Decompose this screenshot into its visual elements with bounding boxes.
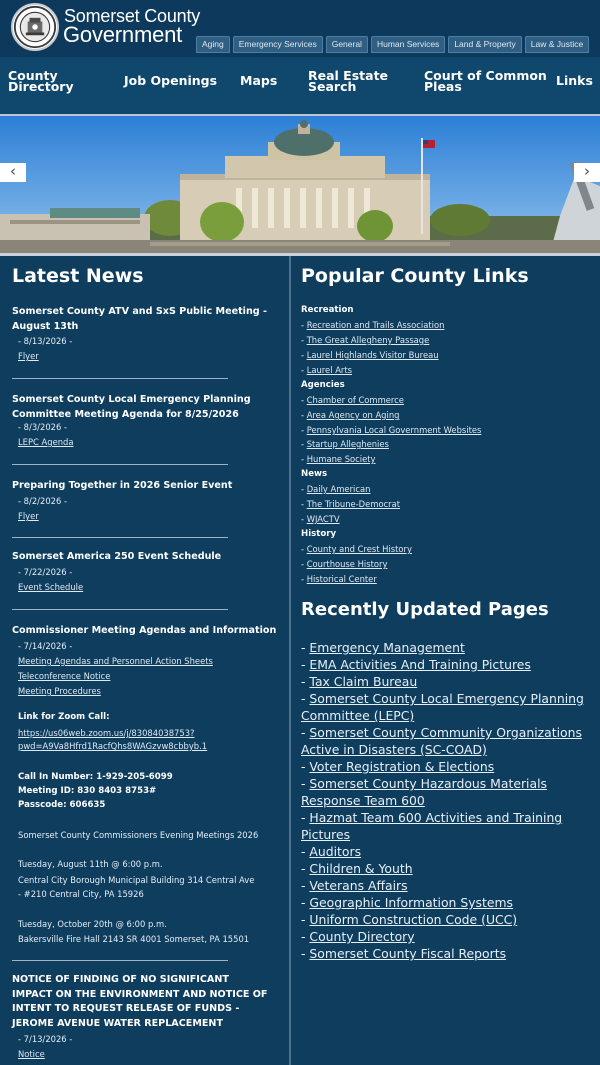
slideshow-prev-button[interactable] — [0, 163, 26, 182]
meeting-agendas-link[interactable]: Meeting Agendas and Personnel Action Sheets — [18, 656, 213, 666]
popular-link-text: Area Agency on Aging — [306, 410, 400, 420]
list-dash: - — [301, 878, 310, 893]
news-item-title[interactable] — [12, 305, 284, 334]
list-dash: - — [301, 776, 310, 791]
recent-page-link: EMA Activities And Training Pictures — [309, 657, 531, 672]
august-meeting-location: Central City Borough Municipal Building 314 Central Ave — [18, 875, 255, 885]
recent-page-link: Auditors — [309, 844, 362, 859]
popular-link-text: Laurel Arts — [306, 365, 353, 375]
nav-court-common-pleas[interactable] — [424, 70, 547, 92]
popular-link[interactable]: - Humane Society — [301, 454, 376, 464]
tab-aging[interactable]: Aging — [196, 36, 230, 53]
category-recreation: Recreation — [301, 305, 354, 315]
news-separator — [12, 960, 228, 961]
main-navigation — [0, 57, 600, 114]
popular-link[interactable]: - Chamber of Commerce — [301, 395, 404, 405]
tab-human-services[interactable]: Human Services — [371, 36, 445, 53]
recent-page-item[interactable] — [301, 639, 593, 656]
news-title-line: IMPACT ON THE ENVIRONMENT AND NOTICE OF — [12, 988, 268, 1000]
news-separator — [12, 464, 228, 465]
popular-link[interactable]: - The Great Allegheny Passage — [301, 335, 430, 345]
list-dash: - — [301, 674, 310, 689]
popular-link[interactable]: - The Tribune-Democrat — [301, 499, 401, 509]
news-item-title[interactable]: Commissioner Meeting Agendas and Information — [12, 625, 277, 636]
nav-job-openings[interactable]: Job Openings — [124, 73, 218, 88]
news-item-link[interactable]: Event Schedule — [18, 582, 84, 592]
brand-name-line1[interactable]: Somerset County — [64, 6, 201, 26]
nav-court-line1: Court of Common — [424, 68, 547, 83]
tab-land-property[interactable]: Land & Property — [448, 36, 521, 53]
august-meeting-date: Tuesday, August 11th @ 6:00 p.m. — [18, 859, 163, 869]
recently-updated-heading: Recently Updated Pages — [301, 599, 549, 620]
zoom-label: Link for Zoom Call: — [18, 712, 110, 722]
recent-page-item[interactable] — [301, 690, 593, 724]
popular-link[interactable]: - Recreation and Trails Association — [301, 320, 445, 330]
list-dash: - — [301, 946, 310, 961]
october-meeting-date: Tuesday, October 20th @ 6:00 p.m. — [18, 919, 167, 929]
news-separator — [12, 378, 228, 379]
recent-page-link: Somerset County Fiscal Reports — [309, 946, 507, 961]
news-item-date: - 7/13/2026 - — [18, 1034, 73, 1044]
recent-page-link: Tax Claim Bureau — [309, 674, 418, 689]
news-title-line: August 13th — [12, 320, 79, 332]
meeting-procedures-link[interactable]: Meeting Procedures — [18, 686, 101, 696]
news-item-title[interactable]: Somerset America 250 Event Schedule — [12, 551, 222, 562]
popular-link-text: Laurel Highlands Visitor Bureau — [306, 350, 439, 360]
county-seal-logo[interactable] — [11, 3, 59, 51]
recent-page-link: Uniform Construction Code (UCC) — [309, 912, 518, 927]
news-item-link[interactable]: Flyer — [18, 351, 39, 361]
slideshow-next-button[interactable] — [574, 163, 600, 182]
latest-news-heading: Latest News — [12, 265, 144, 287]
recent-page-item[interactable] — [301, 724, 593, 758]
list-dash: - — [301, 929, 310, 944]
evening-meetings-heading: Somerset County Commissioners Evening Meetings 2026 — [18, 830, 259, 840]
recent-page-link: Emergency Management — [309, 640, 465, 655]
recent-page-link: Veterans Affairs — [309, 878, 408, 893]
news-item-link[interactable]: Flyer — [18, 511, 39, 521]
popular-link-text: The Great Allegheny Passage — [306, 335, 430, 345]
news-item-date: - 7/22/2026 - — [18, 567, 73, 577]
brand-name-line2[interactable]: Government — [63, 22, 183, 47]
recent-page-item[interactable] — [301, 673, 593, 690]
nav-real-estate-line2: Search — [308, 79, 357, 94]
recently-updated-list — [301, 639, 593, 962]
popular-link-text: Recreation and Trails Association — [306, 320, 445, 330]
nav-county-directory-line2: Directory — [8, 79, 74, 94]
news-separator — [12, 609, 228, 610]
recent-page-item[interactable] — [301, 656, 593, 673]
recent-page-item[interactable] — [301, 877, 593, 894]
news-item-link[interactable]: LEPC Agenda — [18, 437, 74, 447]
list-dash: - — [301, 691, 310, 706]
recent-page-link: Children & Youth — [309, 861, 413, 876]
nav-real-estate-line1: Real Estate — [308, 68, 389, 83]
teleconference-notice-link[interactable]: Teleconference Notice — [18, 671, 111, 681]
category-agencies: Agencies — [301, 380, 345, 390]
popular-link-text: County and Crest History — [306, 544, 412, 554]
tab-general[interactable]: General — [326, 36, 368, 53]
tab-emergency-services[interactable]: Emergency Services — [233, 36, 323, 53]
popular-link-text: Startup Alleghenies — [306, 439, 389, 449]
news-title-line: JEROME AVENUE WATER REPLACEMENT — [12, 1017, 224, 1029]
recent-page-link: Hazmat Team 600 Activities and Training Pictures — [301, 810, 563, 842]
popular-link[interactable]: - Pennsylvania Local Government Websites — [301, 425, 482, 435]
recent-page-link: Somerset County Local Emergency Planning Committee (LEPC) — [301, 691, 584, 723]
list-dash: - — [301, 844, 310, 859]
courthouse-photo — [0, 116, 600, 253]
recent-page-link: Voter Registration & Elections — [309, 759, 495, 774]
popular-link-text: Chamber of Commerce — [306, 395, 404, 405]
news-item-title[interactable] — [12, 973, 284, 1031]
category-history: History — [301, 529, 337, 539]
nav-county-directory-line1: County — [8, 68, 58, 83]
recent-page-item[interactable] — [301, 894, 593, 911]
popular-link-text: Daily American — [306, 484, 371, 494]
popular-link-text: Pennsylvania Local Government Websites — [306, 425, 482, 435]
recent-page-link: Somerset County Hazardous Materials Response Team 600 — [301, 776, 547, 808]
popular-link-text: Courthouse History — [306, 559, 388, 569]
call-in-number: Call In Number: 1-929-205-6099 — [18, 772, 173, 782]
popular-link[interactable]: - Historical Center — [301, 574, 377, 584]
news-item-date: - 8/3/2026 - — [18, 422, 67, 432]
tab-law-justice[interactable]: Law & Justice — [525, 36, 589, 53]
recent-page-link: Geographic Information Systems — [309, 895, 514, 910]
recent-page-link: County Directory — [309, 929, 415, 944]
news-item-date: - 7/14/2026 - — [18, 641, 73, 651]
popular-link[interactable]: - Daily American — [301, 484, 371, 494]
news-item-date: - 8/13/2026 - — [18, 336, 73, 346]
recent-page-item[interactable] — [301, 860, 593, 877]
popular-link-text: The Tribune-Democrat — [306, 499, 401, 509]
news-item-title[interactable] — [12, 393, 284, 422]
news-title-line: Somerset County Local Emergency Planning — [12, 394, 251, 405]
news-item-title[interactable]: Preparing Together in 2026 Senior Event — [12, 480, 233, 491]
chevron-right-icon: › — [584, 162, 590, 180]
list-dash: - — [301, 810, 310, 825]
zoom-link-line: pwd=A9Va8Hfrd1RacfQhs8WAGzvw8cbbyb.1 — [18, 741, 208, 751]
popular-link[interactable]: - Courthouse History — [301, 559, 388, 569]
news-title-line: NOTICE OF FINDING OF NO SIGNIFICANT — [12, 974, 229, 985]
popular-links-panel — [291, 256, 600, 1065]
news-separator — [12, 537, 228, 538]
list-dash: - — [301, 640, 310, 655]
nav-maps[interactable]: Maps — [240, 73, 278, 88]
recent-page-item[interactable] — [301, 911, 593, 928]
news-item-date: - 8/2/2026 - — [18, 496, 67, 506]
popular-link[interactable]: - Startup Alleghenies — [301, 439, 389, 449]
nav-links[interactable]: Links — [556, 73, 593, 88]
popular-links-heading: Popular County Links — [301, 265, 529, 287]
list-dash: - — [301, 895, 310, 910]
site-header — [0, 0, 600, 57]
nav-county-directory[interactable] — [8, 70, 74, 92]
popular-link[interactable]: - County and Crest History — [301, 544, 412, 554]
popular-link[interactable]: - WJACTV — [301, 514, 340, 524]
popular-link[interactable]: - Laurel Highlands Visitor Bureau — [301, 350, 439, 360]
category-news: News — [301, 469, 328, 479]
recent-page-item[interactable] — [301, 758, 593, 775]
recent-page-item[interactable] — [301, 775, 593, 809]
nav-court-line2: Pleas — [424, 79, 462, 94]
recent-page-item[interactable] — [301, 843, 593, 860]
list-dash: - — [301, 861, 310, 876]
news-title-line: Somerset County ATV and SxS Public Meeting - — [12, 306, 267, 317]
news-title-line: INTENT TO REQUEST RELEASE OF FUNDS - — [12, 1003, 240, 1014]
nav-real-estate-search[interactable] — [308, 70, 388, 92]
list-dash: - — [301, 912, 310, 927]
zoom-link-line: https://us06web.zoom.us/j/83084038753? — [18, 728, 195, 738]
popular-link-text: Humane Society — [306, 454, 376, 464]
list-dash: - — [301, 759, 310, 774]
news-item-link[interactable]: Notice — [18, 1049, 45, 1059]
popular-link[interactable]: - Laurel Arts — [301, 365, 353, 375]
news-title-line: Committee Meeting Agenda for 8/25/2026 — [12, 408, 239, 420]
passcode: Passcode: 606635 — [18, 800, 106, 810]
chevron-left-icon: ‹ — [10, 162, 16, 180]
zoom-link[interactable] — [18, 728, 207, 751]
recent-page-item[interactable] — [301, 809, 593, 843]
recent-page-item[interactable] — [301, 928, 593, 945]
recent-page-link: Somerset County Community Organizations Active in Disasters (SC-COAD) — [301, 725, 582, 757]
recent-page-item[interactable] — [301, 945, 593, 962]
list-dash: - — [301, 725, 310, 740]
october-meeting-location: Bakersville Fire Hall 2143 SR 4001 Somerset, PA 15501 — [18, 934, 250, 944]
list-dash: - — [301, 657, 310, 672]
popular-link-text: Historical Center — [306, 574, 377, 584]
latest-news-panel — [0, 256, 289, 1065]
popular-link[interactable]: - Area Agency on Aging — [301, 410, 400, 420]
hero-slideshow — [0, 114, 600, 256]
popular-link-text: WJACTV — [306, 514, 340, 524]
top-category-tabs — [196, 36, 589, 53]
meeting-id: Meeting ID: 830 8403 8753# — [18, 786, 157, 796]
august-meeting-location: - #210 Central City, PA 15926 — [18, 889, 144, 899]
